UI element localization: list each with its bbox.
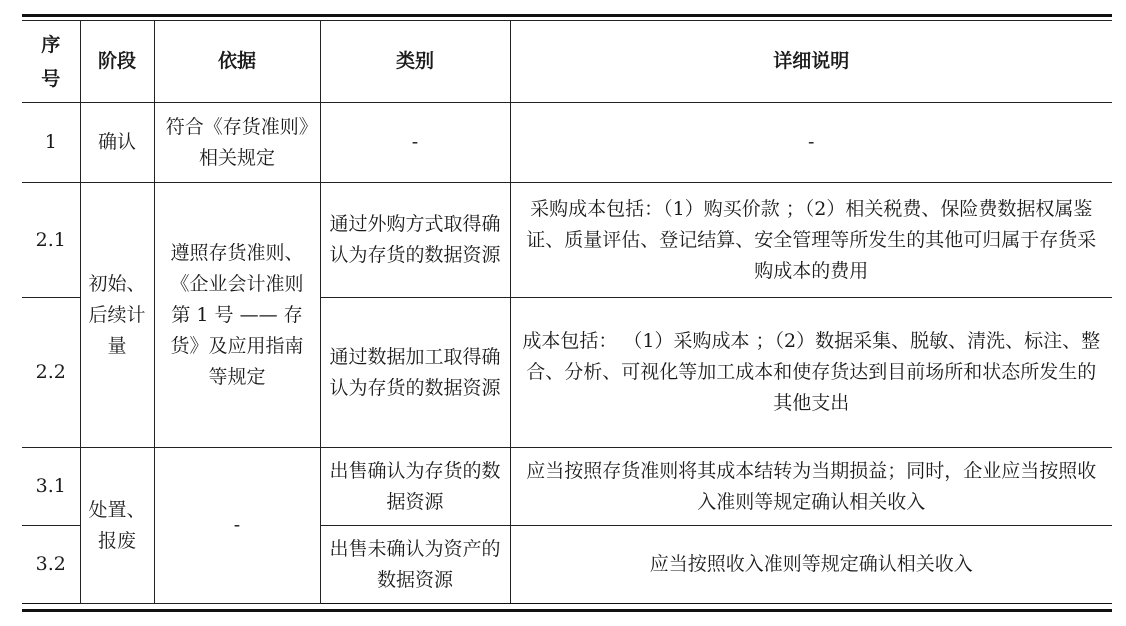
cell-basis: - [154, 448, 320, 604]
cell-category: 通过数据加工取得确认为存货的数据资源 [320, 298, 510, 448]
cell-stage: 初始、后续计量 [80, 183, 154, 448]
cell-stage: 确认 [80, 103, 154, 183]
cell-detail: 成本包括： （1）采购成本 ；（2）数据采集、脱敏、清洗、标注、整合、分析、可视化等加工成本和使存货达到目前场所和状态所发生的其他支出 [510, 298, 1112, 448]
cell-category: 出售未确认为资产的数据资源 [320, 526, 510, 604]
cell-detail: 采购成本包括：（1）购买价款 ；（2）相关税费、保险费数据权属鉴证、质量评估、登记结算、安全管理等所发生的其他可归属于存货采购成本的费用 [510, 183, 1112, 298]
cell-seq: 3.2 [22, 526, 80, 604]
header-seq: 序 号 [22, 21, 80, 103]
cell-seq: 2.2 [22, 298, 80, 448]
cell-category: - [320, 103, 510, 183]
cell-stage: 处置、报废 [80, 448, 154, 604]
cell-basis: 遵照存货准则、《企业会计准则第 1 号 —— 存货》及应用指南等规定 [154, 183, 320, 448]
header-basis: 依据 [154, 21, 320, 103]
cell-seq: 1 [22, 103, 80, 183]
header-category: 类别 [320, 21, 510, 103]
table-row [22, 183, 1112, 298]
table [22, 20, 1112, 604]
data-resource-accounting-table [22, 14, 1112, 604]
cell-detail: 应当按照存货准则将其成本结转为当期损益；同时，企业应当按照收入准则等规定确认相关收入 [510, 448, 1112, 526]
cell-category: 通过外购方式取得确认为存货的数据资源 [320, 183, 510, 298]
table-row [22, 103, 1112, 183]
cell-seq: 3.1 [22, 448, 80, 526]
cell-detail: - [510, 103, 1112, 183]
cell-seq: 2.1 [22, 183, 80, 298]
table-header-row [22, 21, 1112, 103]
table-row [22, 448, 1112, 526]
cell-category: 出售确认为存货的数据资源 [320, 448, 510, 526]
header-stage: 阶段 [80, 21, 154, 103]
header-detail: 详细说明 [510, 21, 1112, 103]
cell-basis: 符合《存货准则》相关规定 [154, 103, 320, 183]
cell-detail: 应当按照收入准则等规定确认相关收入 [510, 526, 1112, 604]
